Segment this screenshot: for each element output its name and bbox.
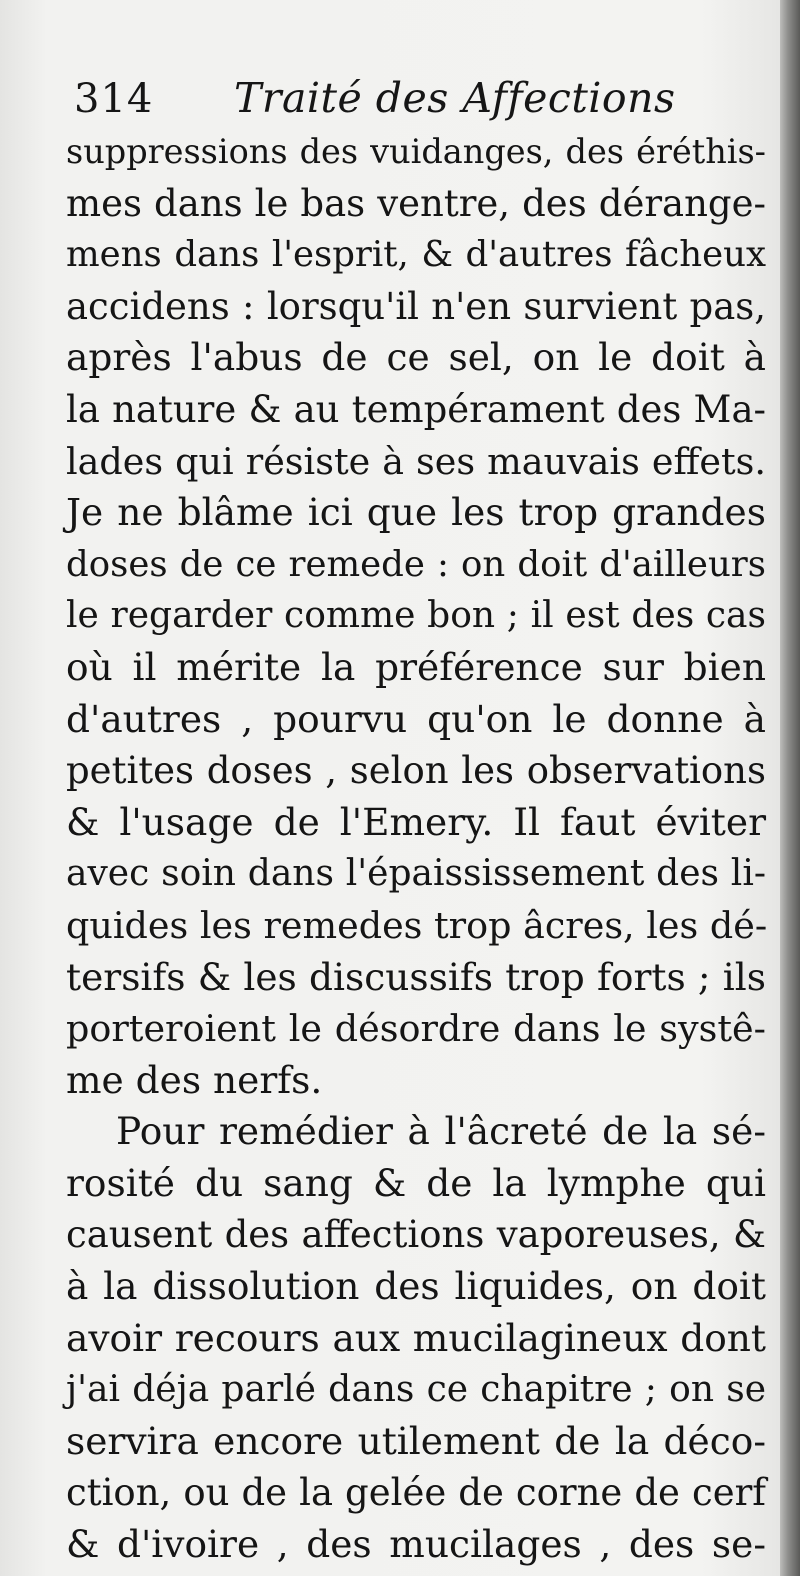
running-head: Traité des Affections: [234, 74, 676, 122]
text-line: mes dans le bas ventre, des dérange-: [66, 181, 766, 225]
text-line: servira encore utilement de la déco-: [66, 1418, 766, 1463]
text-line: où il mérite la préférence sur bien: [66, 644, 766, 689]
text-line: & d'ivoire , des mucilages , des se-: [66, 1522, 766, 1567]
text-line: j'ai déja parlé dans ce chapitre ; on se: [66, 1369, 766, 1411]
text-line: d'autres , pourvu qu'on le donne à: [66, 696, 766, 741]
text-line: avec soin dans l'épaississement des li-: [66, 853, 766, 895]
text-line: mens dans l'esprit, & d'autres fâcheux: [66, 234, 766, 276]
text-line: accidens : lorsqu'il n'en survient pas,: [66, 284, 766, 328]
page-header: [74, 70, 694, 130]
text-line: la nature & au tempérament des Ma-: [66, 387, 766, 431]
text-line: me des nerfs.: [66, 1057, 323, 1102]
body-text: [66, 126, 766, 1571]
text-line: quides les remedes trop âcres, les dé-: [66, 903, 768, 947]
text-line: Je ne blâme ici que les trop grandes: [66, 490, 766, 535]
text-line: Pour remédier à l'âcreté de la sé-: [116, 1109, 766, 1154]
text-line: petites doses , selon les observations: [66, 749, 766, 793]
text-line: rosité du sang & de la lymphe qui: [66, 1160, 766, 1205]
page-edge: [780, 0, 800, 1576]
text-line: ction, ou de la gelée de corne de cerf: [66, 1471, 766, 1515]
text-line: le regarder comme bon ; il est des cas: [66, 595, 766, 637]
text-line: & l'usage de l'Emery. Il faut éviter: [66, 799, 766, 844]
text-line: doses de ce remede : on doit d'ailleurs: [66, 543, 766, 585]
text-line: avoir recours aux mucilagineux dont: [66, 1315, 766, 1360]
text-line: lades qui résiste à ses mauvais effets.: [66, 439, 766, 483]
text-line: suppressions des vuidanges, des éréthis-: [66, 132, 766, 171]
page-number: 314: [74, 76, 154, 122]
text-line: à la dissolution des liquides, on doit: [66, 1264, 766, 1309]
text-line: après l'abus de ce sel, on le doit à: [66, 335, 766, 380]
text-line: causent des affections vaporeuses, &: [66, 1213, 766, 1257]
text-line: tersifs & les discussifs trop forts ; ils: [66, 954, 766, 999]
text-line: porteroient le désordre dans le systê-: [66, 1007, 766, 1051]
